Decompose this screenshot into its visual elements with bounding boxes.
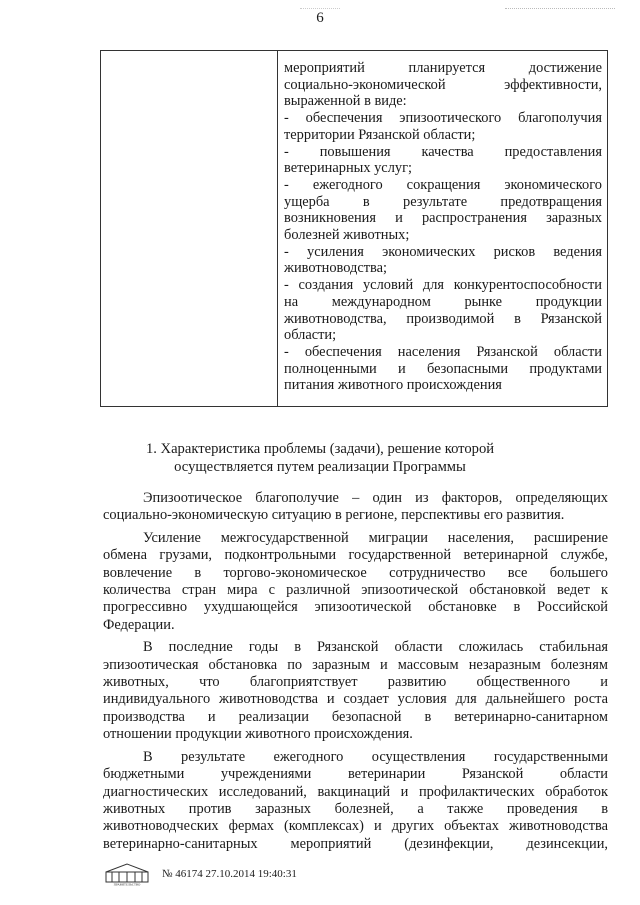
section-heading-line1: 1. Характеристика проблемы (задачи), решение которой bbox=[145, 441, 495, 457]
body-text bbox=[103, 490, 608, 853]
table-text-line: - обеспечения населения Рязанской области bbox=[284, 343, 602, 360]
table-text-line: животноводства, производимой в Рязанской bbox=[284, 310, 602, 327]
paragraph-line: производства и реализации безопасной в ветеринарно-санитарном bbox=[103, 708, 608, 725]
section-heading-line2: осуществляется путем реализации Программы bbox=[174, 459, 466, 475]
table-text-line: ущерба в результате предотвращения bbox=[284, 193, 602, 210]
paragraph-line: обмена грузами, подконтрольными государственной ветеринарной службе, bbox=[103, 547, 608, 564]
paragraph-line: В последние годы в Рязанской области сложилась стабильная bbox=[143, 639, 608, 656]
paragraph-line: эпизоотическая обстановка по заразным и массовым незаразным болезням bbox=[103, 656, 608, 673]
registration-stamp: № 46174 27.10.2014 19:40:31 bbox=[162, 868, 297, 880]
paragraph-line: Усиление межгосударственной миграции населения, расширение bbox=[143, 529, 608, 546]
paragraph-line: животных, что благоприятствует развитию общественного и bbox=[103, 674, 608, 691]
paragraph-line: животноводческих фермах (комплексах) и других объектах животноводства bbox=[103, 818, 608, 835]
paragraph-line: количества стран мира с различной эпизоотической обстановкой ведет к bbox=[103, 582, 608, 599]
table-text-line: - ежегодного сокращения экономического bbox=[284, 176, 602, 193]
table-text-line: болезней животных; bbox=[284, 227, 410, 244]
paragraph-line: вовлечение в торгово-экономическое сотрудничество все большего bbox=[103, 564, 608, 581]
paragraph-line: животных против заразных болезней, а также проведения в bbox=[103, 800, 608, 817]
paragraph-line: ветеринарно-санитарных мероприятий (дезинфекции, дезинсекции, bbox=[103, 835, 608, 852]
table-text-line: мероприятий планируется достижение bbox=[284, 60, 602, 76]
table-left-cell bbox=[101, 51, 278, 406]
page-number: 6 bbox=[316, 10, 324, 26]
table-text-line: области; bbox=[284, 327, 337, 344]
table-text-line: выраженной в виде: bbox=[284, 93, 407, 110]
paragraph bbox=[103, 749, 608, 853]
table-right-cell bbox=[284, 60, 602, 394]
table-text-line: социально-экономической эффективности, bbox=[284, 76, 602, 93]
table-text-line: на международном рынке продукции bbox=[284, 293, 602, 310]
footer bbox=[104, 862, 297, 886]
government-building-logo-icon bbox=[104, 862, 150, 886]
table-text-line: животноводства; bbox=[284, 260, 387, 277]
paragraph-line: В результате ежегодного осуществления государственными bbox=[143, 748, 608, 765]
table-text-line: - обеспечения эпизоотического благополучия bbox=[284, 110, 602, 127]
paragraph-line: Федерации. bbox=[103, 616, 175, 633]
table-text-line: возникновения и распространения заразных bbox=[284, 210, 602, 227]
paragraph-line: Эпизоотическое благополучие – один из факторов, определяющих bbox=[143, 490, 608, 506]
paragraph bbox=[103, 530, 608, 634]
table-text-line: полноценными и безопасными продуктами bbox=[284, 360, 602, 377]
table-text-line: - создания условий для конкурентоспособности bbox=[284, 277, 602, 294]
table-text-line: территории Рязанской области; bbox=[284, 126, 476, 143]
paragraph bbox=[103, 639, 608, 743]
paragraph-line: социально-экономическую ситуацию в регионе, перспективы его развития. bbox=[103, 507, 565, 524]
paragraph-line: диагностических исследований, вакцинаций и профилактических обработок bbox=[103, 783, 608, 800]
paragraph-line: бюджетными учреждениями ветеринарии Рязанской области bbox=[103, 766, 608, 783]
table-text-line: ветеринарных услуг; bbox=[284, 160, 412, 177]
table-text-line: - повышения качества предоставления bbox=[284, 143, 602, 160]
paragraph-line: индивидуального животноводства и создает условия для дальнейшего роста bbox=[103, 691, 608, 708]
paragraph-line: отношении продукции животного происхождения. bbox=[103, 726, 413, 743]
scan-artifact bbox=[300, 8, 340, 9]
table-text-line: питания животного происхождения bbox=[284, 377, 502, 394]
table-text-line: - усиления экономических рисков ведения bbox=[284, 243, 602, 260]
continuation-table bbox=[100, 50, 608, 407]
paragraph bbox=[103, 490, 608, 525]
logo-caption: ПРАВИТЕЛЬСТВО bbox=[113, 882, 141, 886]
paragraph-line: прогрессивно ухудшающейся эпизоотической обстановке в Российской bbox=[103, 599, 608, 616]
